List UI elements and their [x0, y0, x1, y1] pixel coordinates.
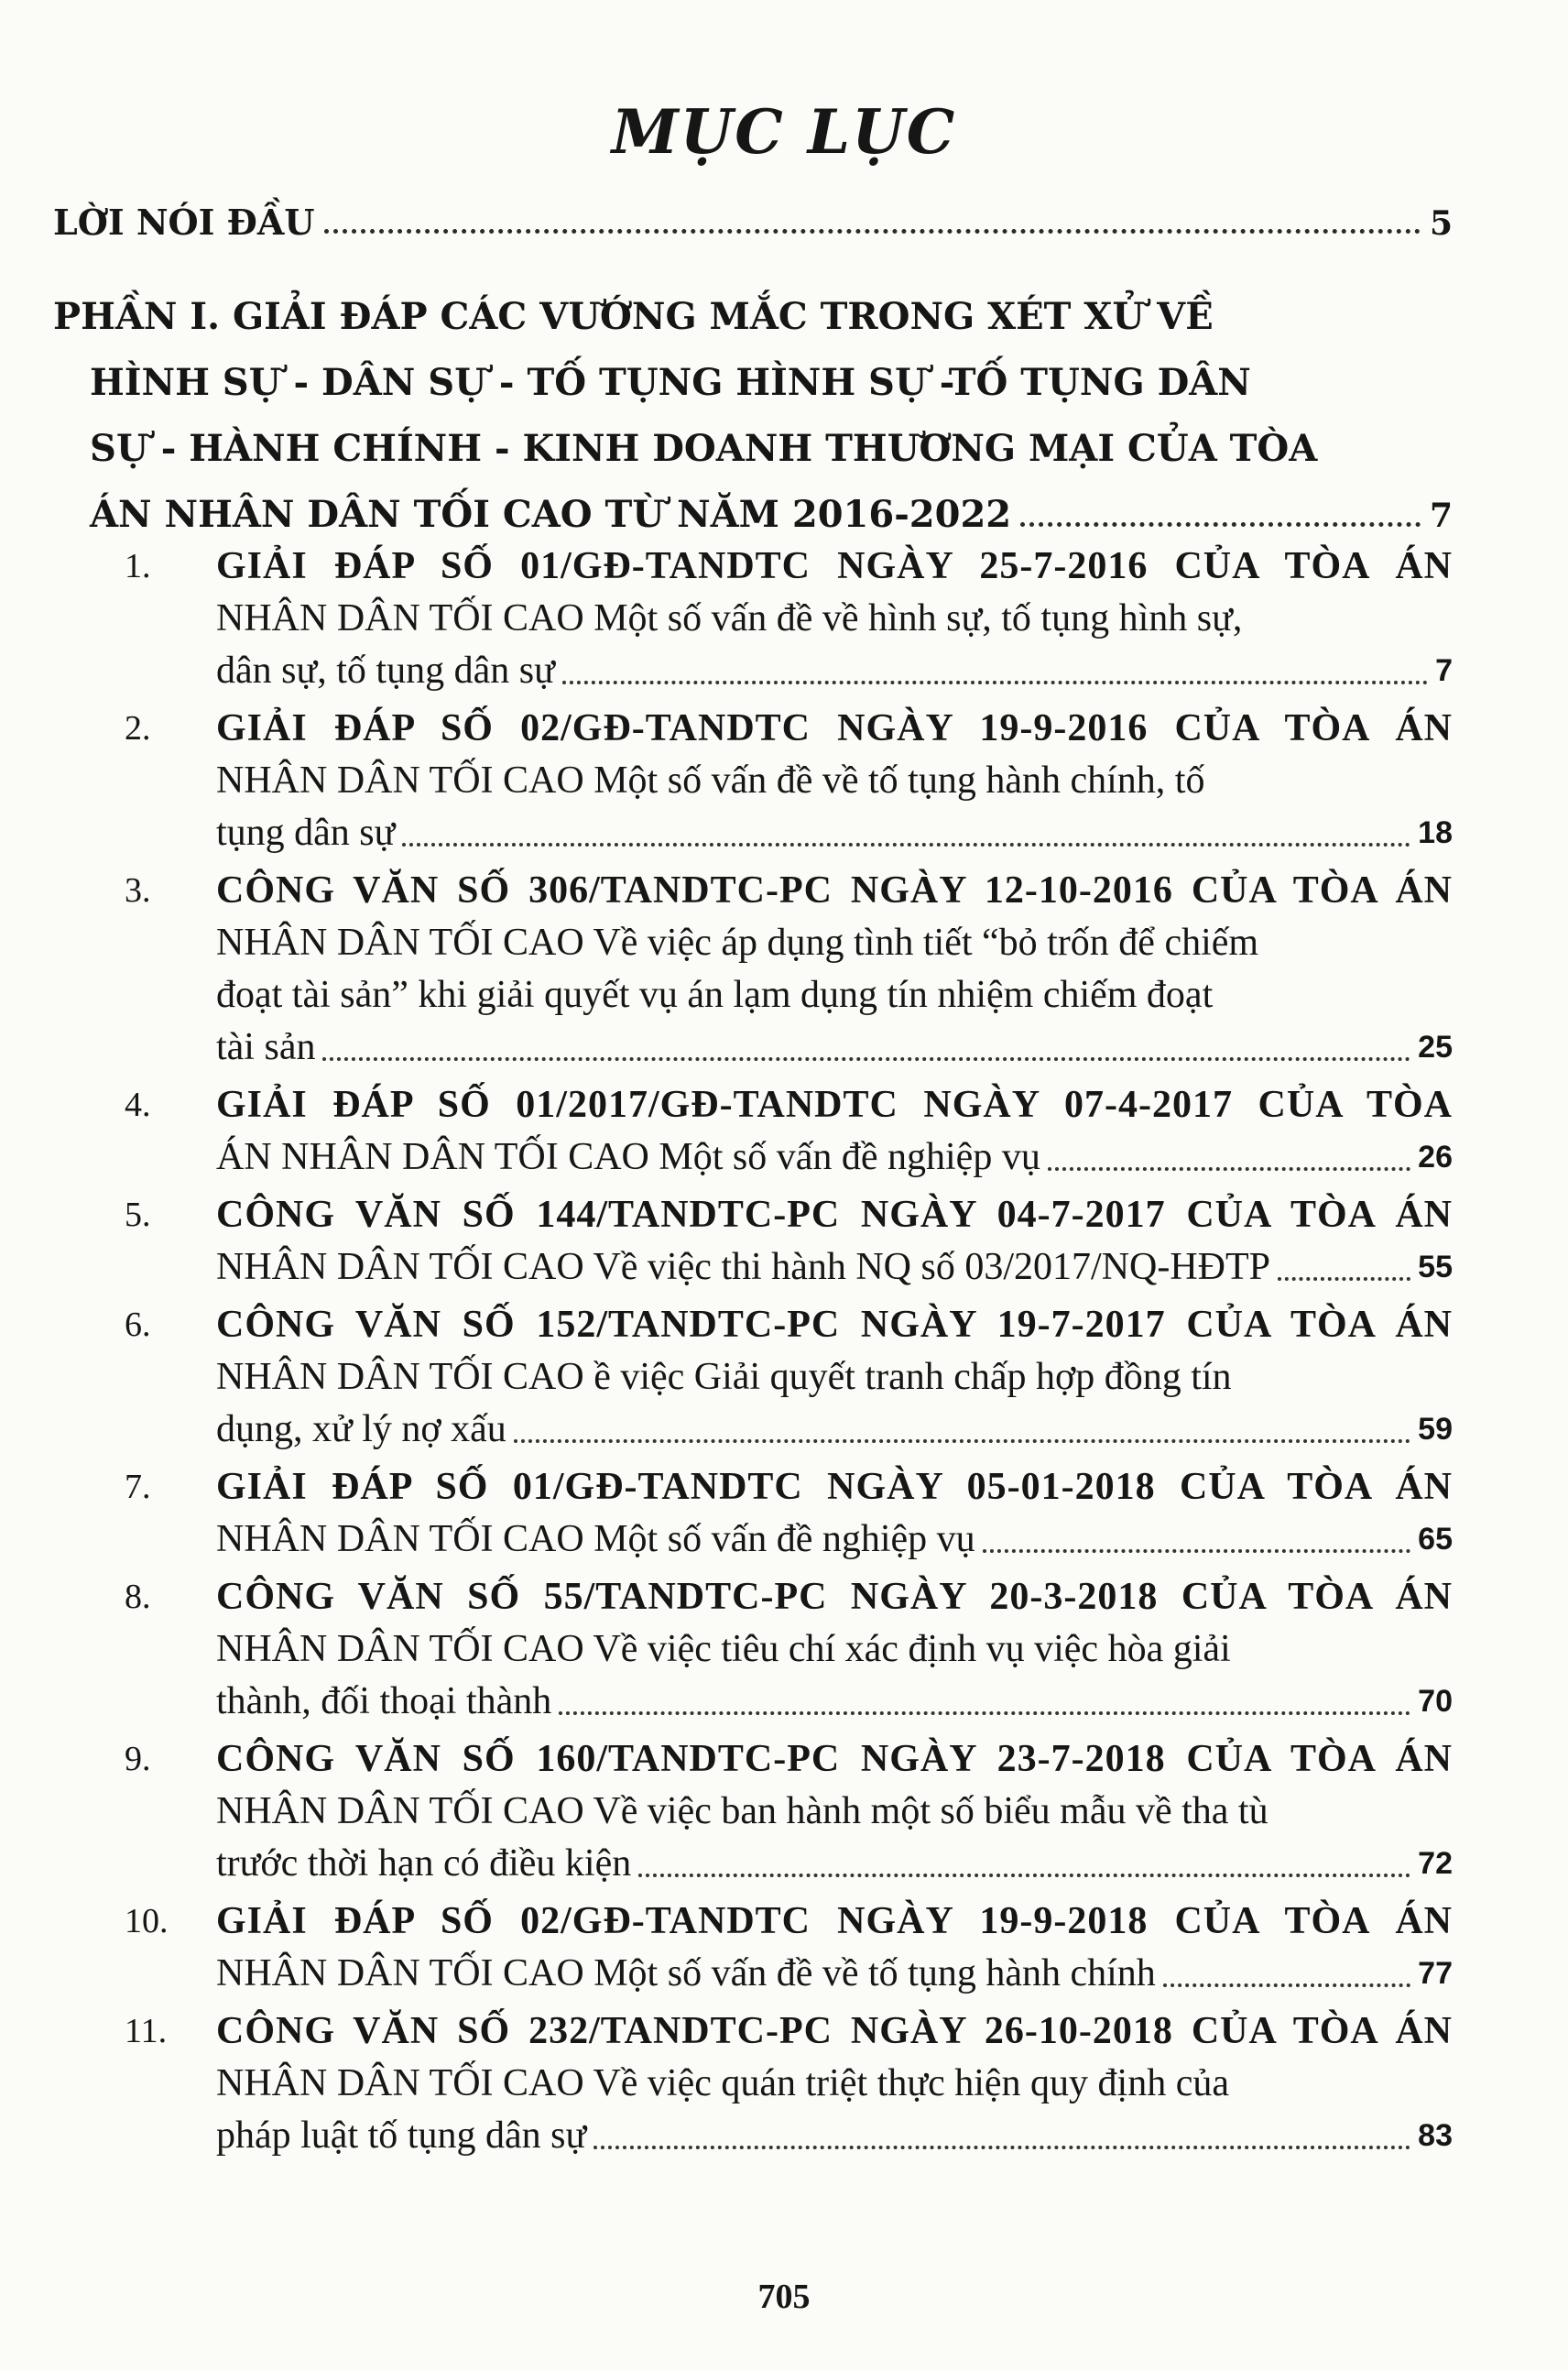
entry-heading: CÔNG VĂN SỐ 306/TANDTC-PC NGÀY 12-10-2016 CỦA TÒA ÁN [216, 869, 1453, 912]
entry-page: 77 [1418, 1956, 1453, 1991]
toc-foreword[interactable] [53, 202, 1453, 243]
toc-entry[interactable] [125, 1461, 1453, 1566]
entry-last-line [216, 2110, 1453, 2162]
entry-text: NHÂN DÂN TỐI CAO ề việc Giải quyết tranh chấp hợp đồng tín [216, 1356, 1232, 1398]
entry-heading: CÔNG VĂN SỐ 152/TANDTC-PC NGÀY 19-7-2017 CỦA TÒA ÁN [216, 1304, 1453, 1346]
entry-text: NHÂN DÂN TỐI CAO Một số vấn đề về tố tụng hành chính, tố [216, 759, 1205, 802]
entry-number: 6. [125, 1306, 151, 1344]
toc-entry[interactable] [125, 1299, 1453, 1456]
entry-text: pháp luật tố tụng dân sự [216, 2114, 587, 2157]
toc-entry[interactable] [125, 1571, 1453, 1728]
entry-heading: CÔNG VĂN SỐ 144/TANDTC-PC NGÀY 04-7-2017 CỦA TÒA ÁN [216, 1194, 1453, 1236]
entry-number: 2. [125, 709, 151, 748]
entry-number: 1. [125, 547, 151, 585]
entry-page: 18 [1418, 815, 1453, 850]
entry-text: tài sản [216, 1026, 316, 1068]
entry-text: ÁN NHÂN DÂN TỐI CAO Một số vấn đề nghiệp vụ [216, 1136, 1040, 1178]
entry-last-line [216, 1676, 1453, 1728]
entry-heading: CÔNG VĂN SỐ 232/TANDTC-PC NGÀY 26-10-2018 CỦA TÒA ÁN [216, 2010, 1453, 2052]
entry-number: 5. [125, 1196, 151, 1234]
toc-entry[interactable] [125, 541, 1453, 697]
dot-leaders [1163, 1983, 1410, 1987]
part-line-last [53, 482, 1453, 548]
toc-part-1[interactable] [53, 284, 1453, 548]
entry-last-line [216, 807, 1453, 859]
entry-text: dụng, xử lý nợ xấu [216, 1408, 506, 1450]
entry-number: 11. [125, 2012, 168, 2050]
entry-last-line [216, 1131, 1453, 1184]
entry-page: 25 [1418, 1030, 1453, 1065]
toc-entry[interactable] [125, 865, 1453, 1074]
dot-leaders [638, 1874, 1410, 1877]
page-number: 705 [757, 2278, 811, 2316]
toc-entry[interactable] [125, 1079, 1453, 1184]
dot-leaders [559, 1711, 1410, 1715]
entry-heading: GIẢI ĐÁP SỐ 01/GĐ-TANDTC NGÀY 05-01-2018 CỦA TÒA ÁN [216, 1466, 1453, 1508]
toc-entry[interactable] [125, 1189, 1453, 1294]
entry-page: 7 [1435, 653, 1453, 688]
dot-leaders [562, 681, 1428, 684]
entry-number: 9. [125, 1740, 151, 1778]
entry-heading: CÔNG VĂN SỐ 55/TANDTC-PC NGÀY 20-3-2018 CỦA TÒA ÁN [216, 1576, 1453, 1618]
page-title: MỤC LỤC [611, 96, 957, 168]
entry-number: 8. [125, 1578, 151, 1616]
dot-leaders [514, 1439, 1410, 1443]
part-line: PHẦN I. GIẢI ĐÁP CÁC VƯỚNG MẮC TRONG XÉT XỬ VỀ [53, 295, 1214, 338]
entry-page: 72 [1418, 1846, 1453, 1881]
foreword-page: 5 [1429, 204, 1453, 243]
entry-page: 83 [1418, 2118, 1453, 2153]
toc-entry[interactable] [125, 703, 1453, 859]
entry-heading: GIẢI ĐÁP SỐ 01/GĐ-TANDTC NGÀY 25-7-2016 CỦA TÒA ÁN [216, 545, 1453, 587]
part-line: ÁN NHÂN DÂN TỐI CAO TỪ NĂM 2016-2022 [90, 493, 1012, 536]
entry-last-line [216, 645, 1453, 697]
dot-leaders [324, 229, 1421, 234]
entry-heading: GIẢI ĐÁP SỐ 01/2017/GĐ-TANDTC NGÀY 07-4-2017 CỦA TÒA [216, 1084, 1453, 1126]
entry-page: 65 [1418, 1522, 1453, 1557]
entry-last-line [216, 1948, 1453, 2000]
entry-last-line [216, 1241, 1453, 1294]
entry-last-line [216, 1022, 1453, 1074]
entry-page: 59 [1418, 1412, 1453, 1447]
entry-text: NHÂN DÂN TỐI CAO Về việc áp dụng tình tiết “bỏ trốn để chiếm [216, 922, 1259, 964]
toc-entry[interactable] [125, 2005, 1453, 2162]
entry-heading: GIẢI ĐÁP SỐ 02/GĐ-TANDTC NGÀY 19-9-2018 CỦA TÒA ÁN [216, 1900, 1453, 1942]
entry-text: NHÂN DÂN TỐI CAO Về việc thi hành NQ số 03/2017/NQ-HĐTP [216, 1246, 1271, 1288]
part-page: 7 [1429, 497, 1453, 535]
entry-last-line [216, 1404, 1453, 1456]
entry-number: 3. [125, 871, 151, 910]
entry-text: trước thời hạn có điều kiện [216, 1842, 632, 1885]
entry-text: đoạt tài sản” khi giải quyết vụ án lạm dụng tín nhiệm chiếm đoạt [216, 974, 1214, 1016]
entry-number: 4. [125, 1086, 151, 1124]
entry-page: 70 [1418, 1684, 1453, 1719]
entry-text: NHÂN DÂN TỐI CAO Một số vấn đề nghiệp vụ [216, 1518, 975, 1560]
dot-leaders [593, 2146, 1410, 2149]
toc-entry[interactable] [125, 1896, 1453, 2000]
entry-page: 26 [1418, 1140, 1453, 1175]
entry-text: tụng dân sự [216, 812, 396, 854]
entry-text: NHÂN DÂN TỐI CAO Về việc ban hành một số biểu mẫu về tha tù [216, 1790, 1269, 1832]
dot-leaders [1278, 1277, 1410, 1281]
entry-text: NHÂN DÂN TỐI CAO Về việc tiêu chí xác định vụ việc hòa giải [216, 1628, 1231, 1670]
entry-text: NHÂN DÂN TỐI CAO Một số vấn đề về tố tụng hành chính [216, 1952, 1156, 1994]
entry-number: 7. [125, 1468, 151, 1506]
toc-entries [125, 541, 1453, 2168]
entry-text: dân sự, tố tụng dân sự [216, 650, 555, 692]
part-line: SỰ - HÀNH CHÍNH - KINH DOANH THƯƠNG MẠI CỦA TÒA [90, 427, 1318, 470]
dot-leaders [1048, 1167, 1410, 1171]
entry-text: thành, đối thoại thành [216, 1680, 552, 1722]
dot-leaders [1020, 522, 1421, 527]
entry-last-line [216, 1838, 1453, 1890]
foreword-label: LỜI NÓI ĐẦU [53, 202, 315, 243]
part-line: HÌNH SỰ - DÂN SỰ - TỐ TỤNG HÌNH SỰ -TỐ TỤNG DÂN [90, 361, 1251, 404]
entry-last-line [216, 1513, 1453, 1566]
entry-heading: CÔNG VĂN SỐ 160/TANDTC-PC NGÀY 23-7-2018 CỦA TÒA ÁN [216, 1738, 1453, 1780]
dot-leaders [322, 1057, 1410, 1061]
toc-entry[interactable] [125, 1733, 1453, 1890]
entry-number: 10. [125, 1902, 169, 1940]
entry-text: NHÂN DÂN TỐI CAO Một số vấn đề về hình sự, tố tụng hình sự, [216, 597, 1243, 639]
entry-heading: GIẢI ĐÁP SỐ 02/GĐ-TANDTC NGÀY 19-9-2016 CỦA TÒA ÁN [216, 707, 1453, 749]
entry-text: NHÂN DÂN TỐI CAO Về việc quán triệt thực hiện quy định của [216, 2062, 1229, 2104]
dot-leaders [983, 1549, 1411, 1553]
entry-page: 55 [1418, 1250, 1453, 1284]
dot-leaders [402, 843, 1410, 847]
